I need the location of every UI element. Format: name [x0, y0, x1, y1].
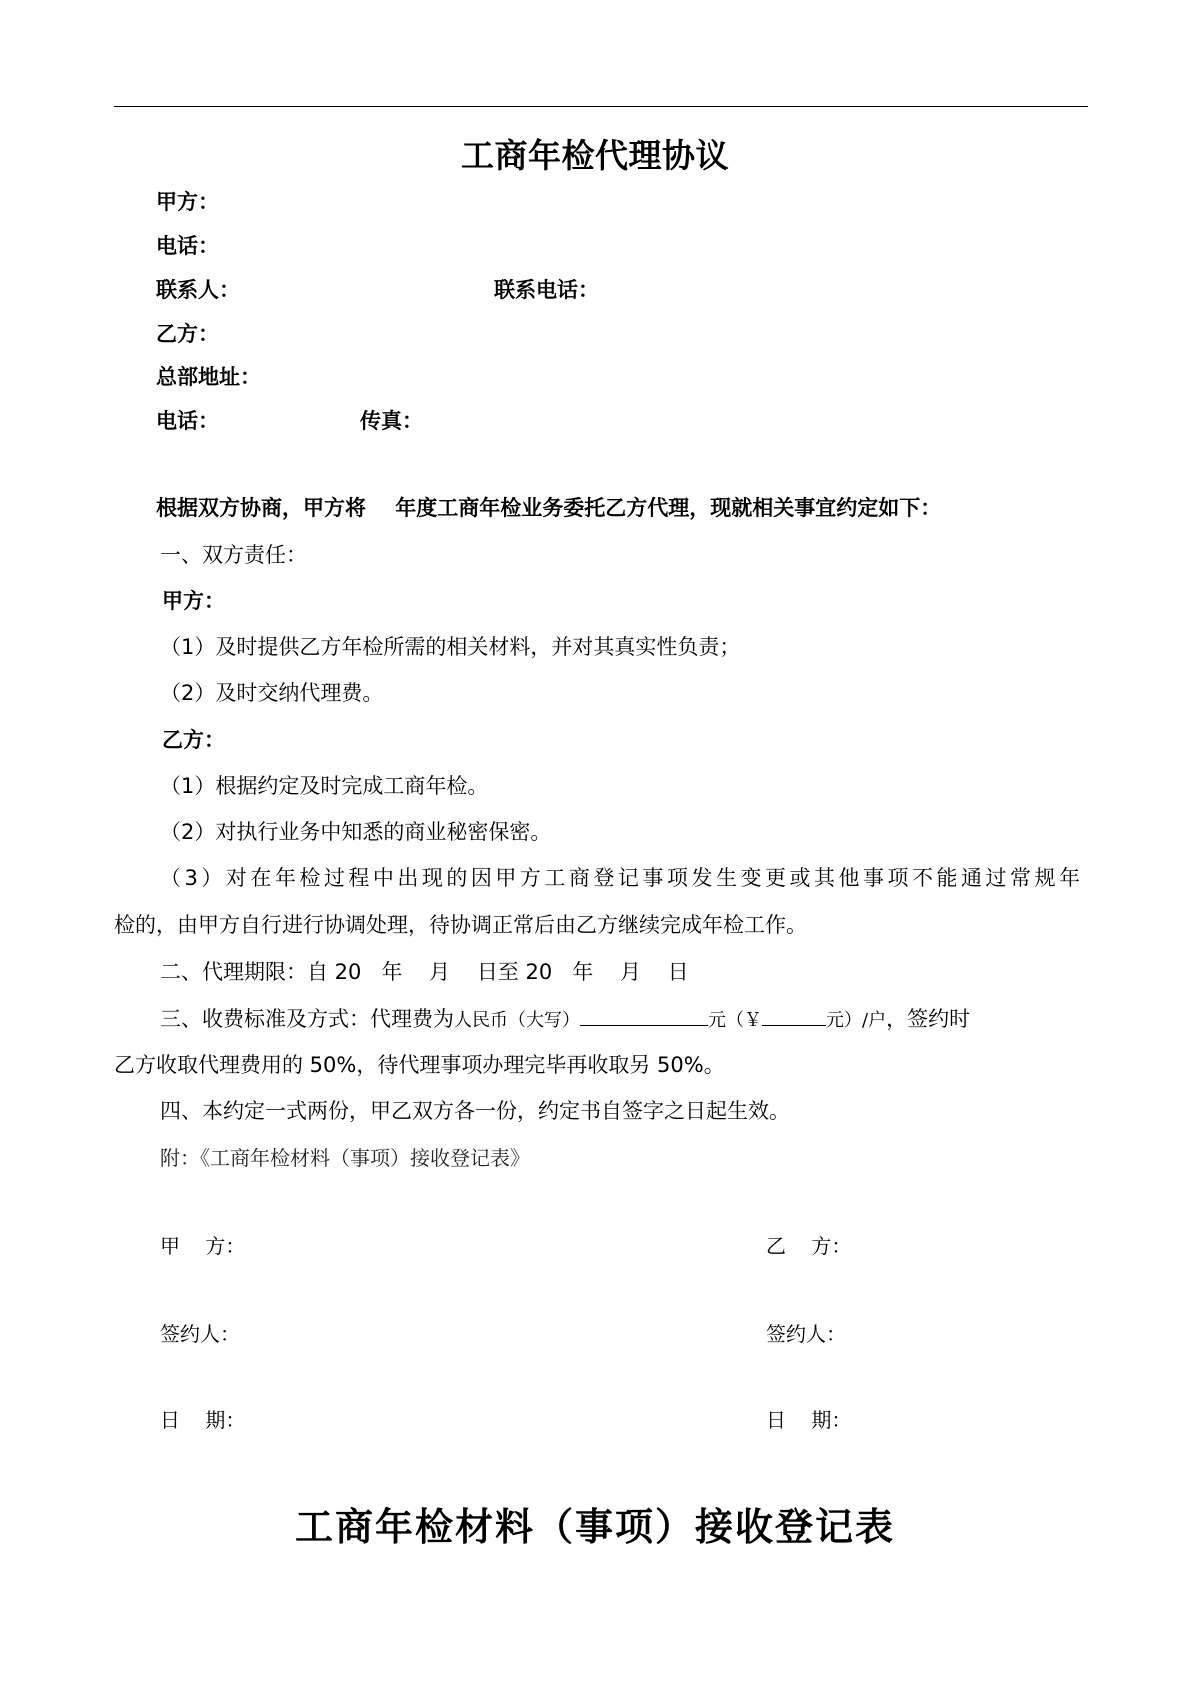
section-2-term: 二、代理期限：自 20 年 月 日至 20 年 月 日 [160, 960, 689, 984]
attachment-note: 附：《工商年检材料（事项）接收登记表》 [160, 1146, 530, 1170]
party-a-contact-phone-label: 联系电话： [494, 278, 599, 302]
section-1-heading: 一、双方责任： [160, 543, 307, 567]
party-a-phone-label: 电话： [156, 234, 219, 258]
section-1-party-a-heading: 甲方： [162, 589, 225, 613]
section-3-fee-line-2: 乙方收取代理费用的 50%，待代理事项办理完毕再收取另 50%。 [114, 1053, 725, 1077]
header-rule [114, 106, 1088, 107]
fee-yuan-label: 元（￥ [708, 1010, 762, 1031]
form-title: 工商年检材料（事项）接收登记表 [294, 1504, 895, 1549]
sign-party-a: 甲 方： [160, 1234, 246, 1258]
party-b-duty-1: （1）根据约定及时完成工商年检。 [160, 774, 489, 798]
fee-prefix: 三、收费标准及方式：代理费为 [160, 1007, 454, 1031]
party-a-duty-2: （2）及时交纳代理费。 [160, 681, 384, 705]
party-b-address-label: 总部地址： [156, 365, 261, 389]
date-a: 日 期： [160, 1408, 246, 1432]
party-b-fax-label: 传真： [360, 409, 423, 433]
sign-party-b: 乙 方： [766, 1234, 852, 1258]
intro-paragraph: 根据双方协商，甲方将 年度工商年检业务委托乙方代理，现就相关事宜约定如下： [156, 496, 942, 520]
signer-b: 签约人： [766, 1322, 846, 1346]
party-b-duty-3-line-1: （3）对在年检过程中出现的因甲方工商登记事项发生变更或其他事项不能通过常规年 [160, 866, 1080, 890]
fee-suffix: ，签约时 [886, 1007, 971, 1031]
fee-rmb-label: 人民币（大写） [454, 1010, 580, 1031]
section-4-copies: 四、本约定一式两份，甲乙双方各一份，约定书自签字之日起生效。 [160, 1099, 790, 1123]
signer-a: 签约人： [160, 1322, 240, 1346]
party-a-duty-1: （1）及时提供乙方年检所需的相关材料，并对其真实性负责； [160, 635, 741, 659]
section-3-fee-line-1 [160, 1005, 970, 1035]
date-b: 日 期： [766, 1408, 852, 1432]
party-b-phone-label: 电话： [156, 409, 219, 433]
fee-per-label: 元）/户 [826, 1010, 887, 1031]
section-1-party-b-heading: 乙方： [162, 728, 225, 752]
party-b-duty-2: （2）对执行业务中知悉的商业秘密保密。 [160, 820, 552, 844]
fee-amount-number-blank[interactable] [762, 1005, 826, 1026]
party-a-label: 甲方： [156, 190, 219, 214]
document-title: 工商年检代理协议 [461, 136, 729, 175]
party-b-label: 乙方： [156, 322, 219, 346]
party-b-duty-3-line-2: 检的，由甲方自行进行协调处理，待协调正常后由乙方继续完成年检工作。 [114, 913, 807, 937]
party-a-contact-label: 联系人： [156, 278, 240, 302]
fee-amount-words-blank[interactable] [580, 1005, 708, 1026]
